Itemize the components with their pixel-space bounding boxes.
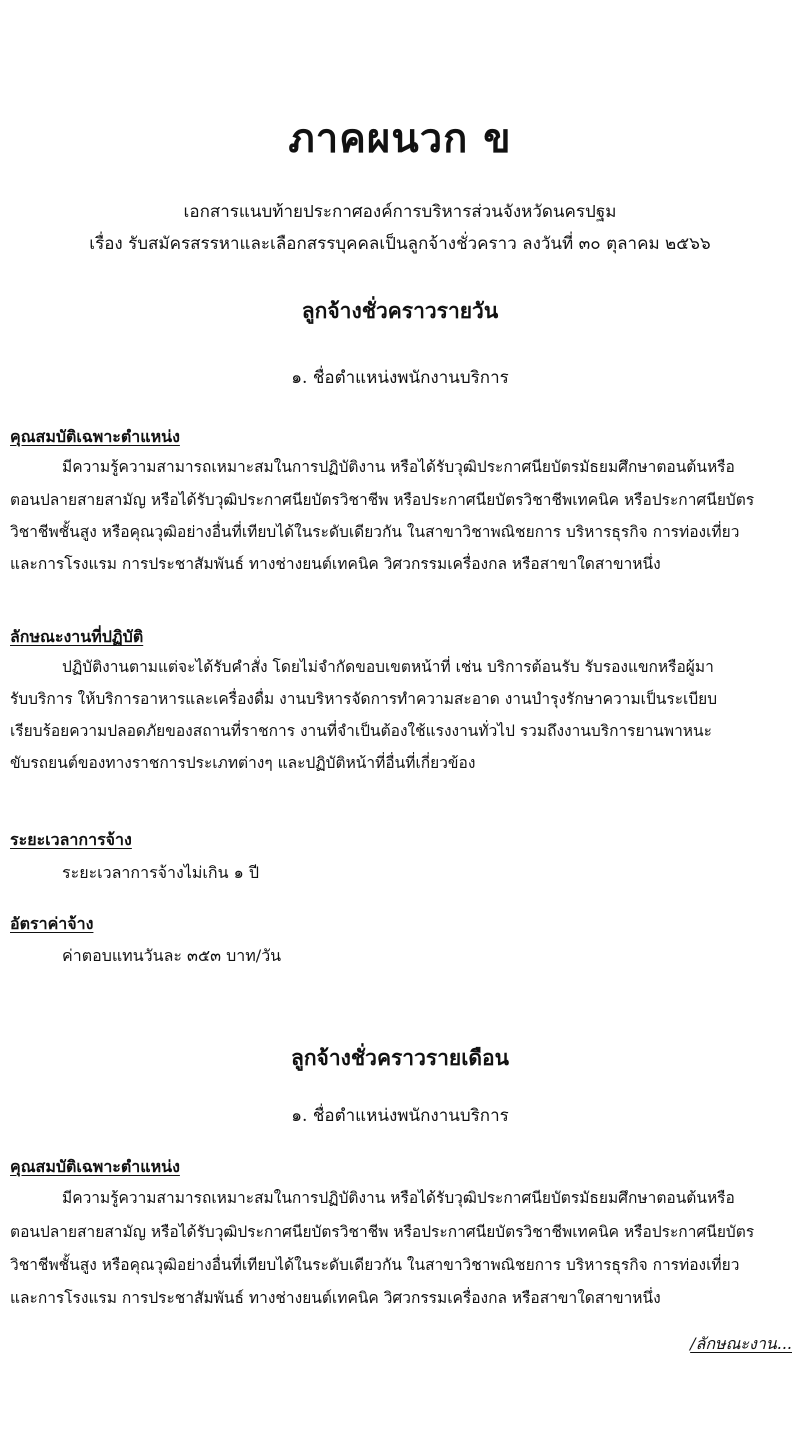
daily-section-heading: ลูกจ้างชั่วคราวรายวัน	[301, 298, 499, 323]
employment-period-text: ระยะเวลาการจ้างไม่เกิน ๑ ปี	[62, 863, 260, 882]
monthly-qualifications-line: และการโรงแรม การประชาสัมพันธ์ ทางช่างยนต์เทคนิค วิศวกรรมเครื่องกล หรือสาขาใดสาขาหนึ่ง	[10, 1289, 661, 1307]
continuation-marker: /ลักษณะงาน...	[690, 1334, 792, 1353]
daily-duties-line: เรียบร้อยความปลอดภัยของสถานที่ราชการ งานที่จำเป็นต้องใช้แรงงานทั่วไป รวมถึงงานบริการยานพาหนะ	[10, 722, 712, 740]
daily-duties-line: รับบริการ ให้บริการอาหารและเครื่องดื่ม งานบริหารจัดการทำความสะอาด งานบำรุงรักษาความเป็นระเบียบ	[10, 690, 718, 708]
daily-qualifications-label: คุณสมบัติเฉพาะตำแหน่ง	[10, 427, 180, 446]
page-title: ภาคผนวก ข	[288, 115, 512, 162]
employment-period-label: ระยะเวลาการจ้าง	[10, 830, 132, 849]
daily-duties-label: ลักษณะงานที่ปฏิบัติ	[10, 627, 144, 646]
wage-rate-label: อัตราค่าจ้าง	[10, 914, 94, 933]
announcement-line: เอกสารแนบท้ายประกาศองค์การบริหารส่วนจังหวัดนครปฐม	[183, 202, 617, 222]
daily-qualifications-line: วิชาชีพชั้นสูง หรือคุณวุฒิอย่างอื่นที่เทียบได้ในระดับเดียวกัน ในสาขาวิชาพณิชยการ บริหารธุรกิจ การท่องเที่ยว	[10, 523, 740, 541]
daily-qualifications-line: ตอนปลายสายสามัญ หรือได้รับวุฒิประกาศนียบัตรวิชาชีพ หรือประกาศนียบัตรวิชาชีพเทคนิค หรือประกาศนียบัตร	[10, 491, 755, 509]
monthly-qualifications-line: มีความรู้ความสามารถเหมาะสมในการปฏิบัติงาน หรือได้รับวุฒิประกาศนียบัตรมัธยมศึกษาตอนต้นหรือ	[62, 1189, 735, 1207]
daily-qualifications-line: มีความรู้ความสามารถเหมาะสมในการปฏิบัติงาน หรือได้รับวุฒิประกาศนียบัตรมัธยมศึกษาตอนต้นหรือ	[62, 458, 735, 476]
monthly-qualifications-line: วิชาชีพชั้นสูง หรือคุณวุฒิอย่างอื่นที่เทียบได้ในระดับเดียวกัน ในสาขาวิชาพณิชยการ บริหารธุรกิจ การท่องเที่ยว	[10, 1256, 740, 1274]
daily-duties-line: ปฏิบัติงานตามแต่จะได้รับคำสั่ง โดยไม่จำกัดขอบเขตหน้าที่ เช่น บริการต้อนรับ รับรองแขกหรือผู้มา	[62, 658, 714, 676]
monthly-qualifications-label: คุณสมบัติเฉพาะตำแหน่ง	[10, 1157, 180, 1176]
wage-rate-text: ค่าตอบแทนวันละ ๓๕๓ บาท/วัน	[62, 946, 282, 965]
daily-position-name: ๑. ชื่อตำแหน่งพนักงานบริการ	[291, 368, 509, 388]
daily-qualifications-line: และการโรงแรม การประชาสัมพันธ์ ทางช่างยนต์เทคนิค วิศวกรรมเครื่องกล หรือสาขาใดสาขาหนึ่ง	[10, 555, 661, 573]
monthly-qualifications-line: ตอนปลายสายสามัญ หรือได้รับวุฒิประกาศนียบัตรวิชาชีพ หรือประกาศนียบัตรวิชาชีพเทคนิค หรือประกาศนียบัตร	[10, 1223, 755, 1241]
daily-duties-line: ขับรถยนต์ของทางราชการประเภทต่างๆ และปฏิบัติหน้าที่อื่นที่เกี่ยวข้อง	[10, 754, 476, 772]
monthly-position-name: ๑. ชื่อตำแหน่งพนักงานบริการ	[291, 1106, 509, 1126]
monthly-section-heading: ลูกจ้างชั่วคราวรายเดือน	[290, 1045, 510, 1070]
subject-line: เรื่อง รับสมัครสรรหาและเลือกสรรบุคคลเป็นลูกจ้างชั่วคราว ลงวันที่ ๓๐ ตุลาคม ๒๕๖๖	[89, 234, 711, 254]
